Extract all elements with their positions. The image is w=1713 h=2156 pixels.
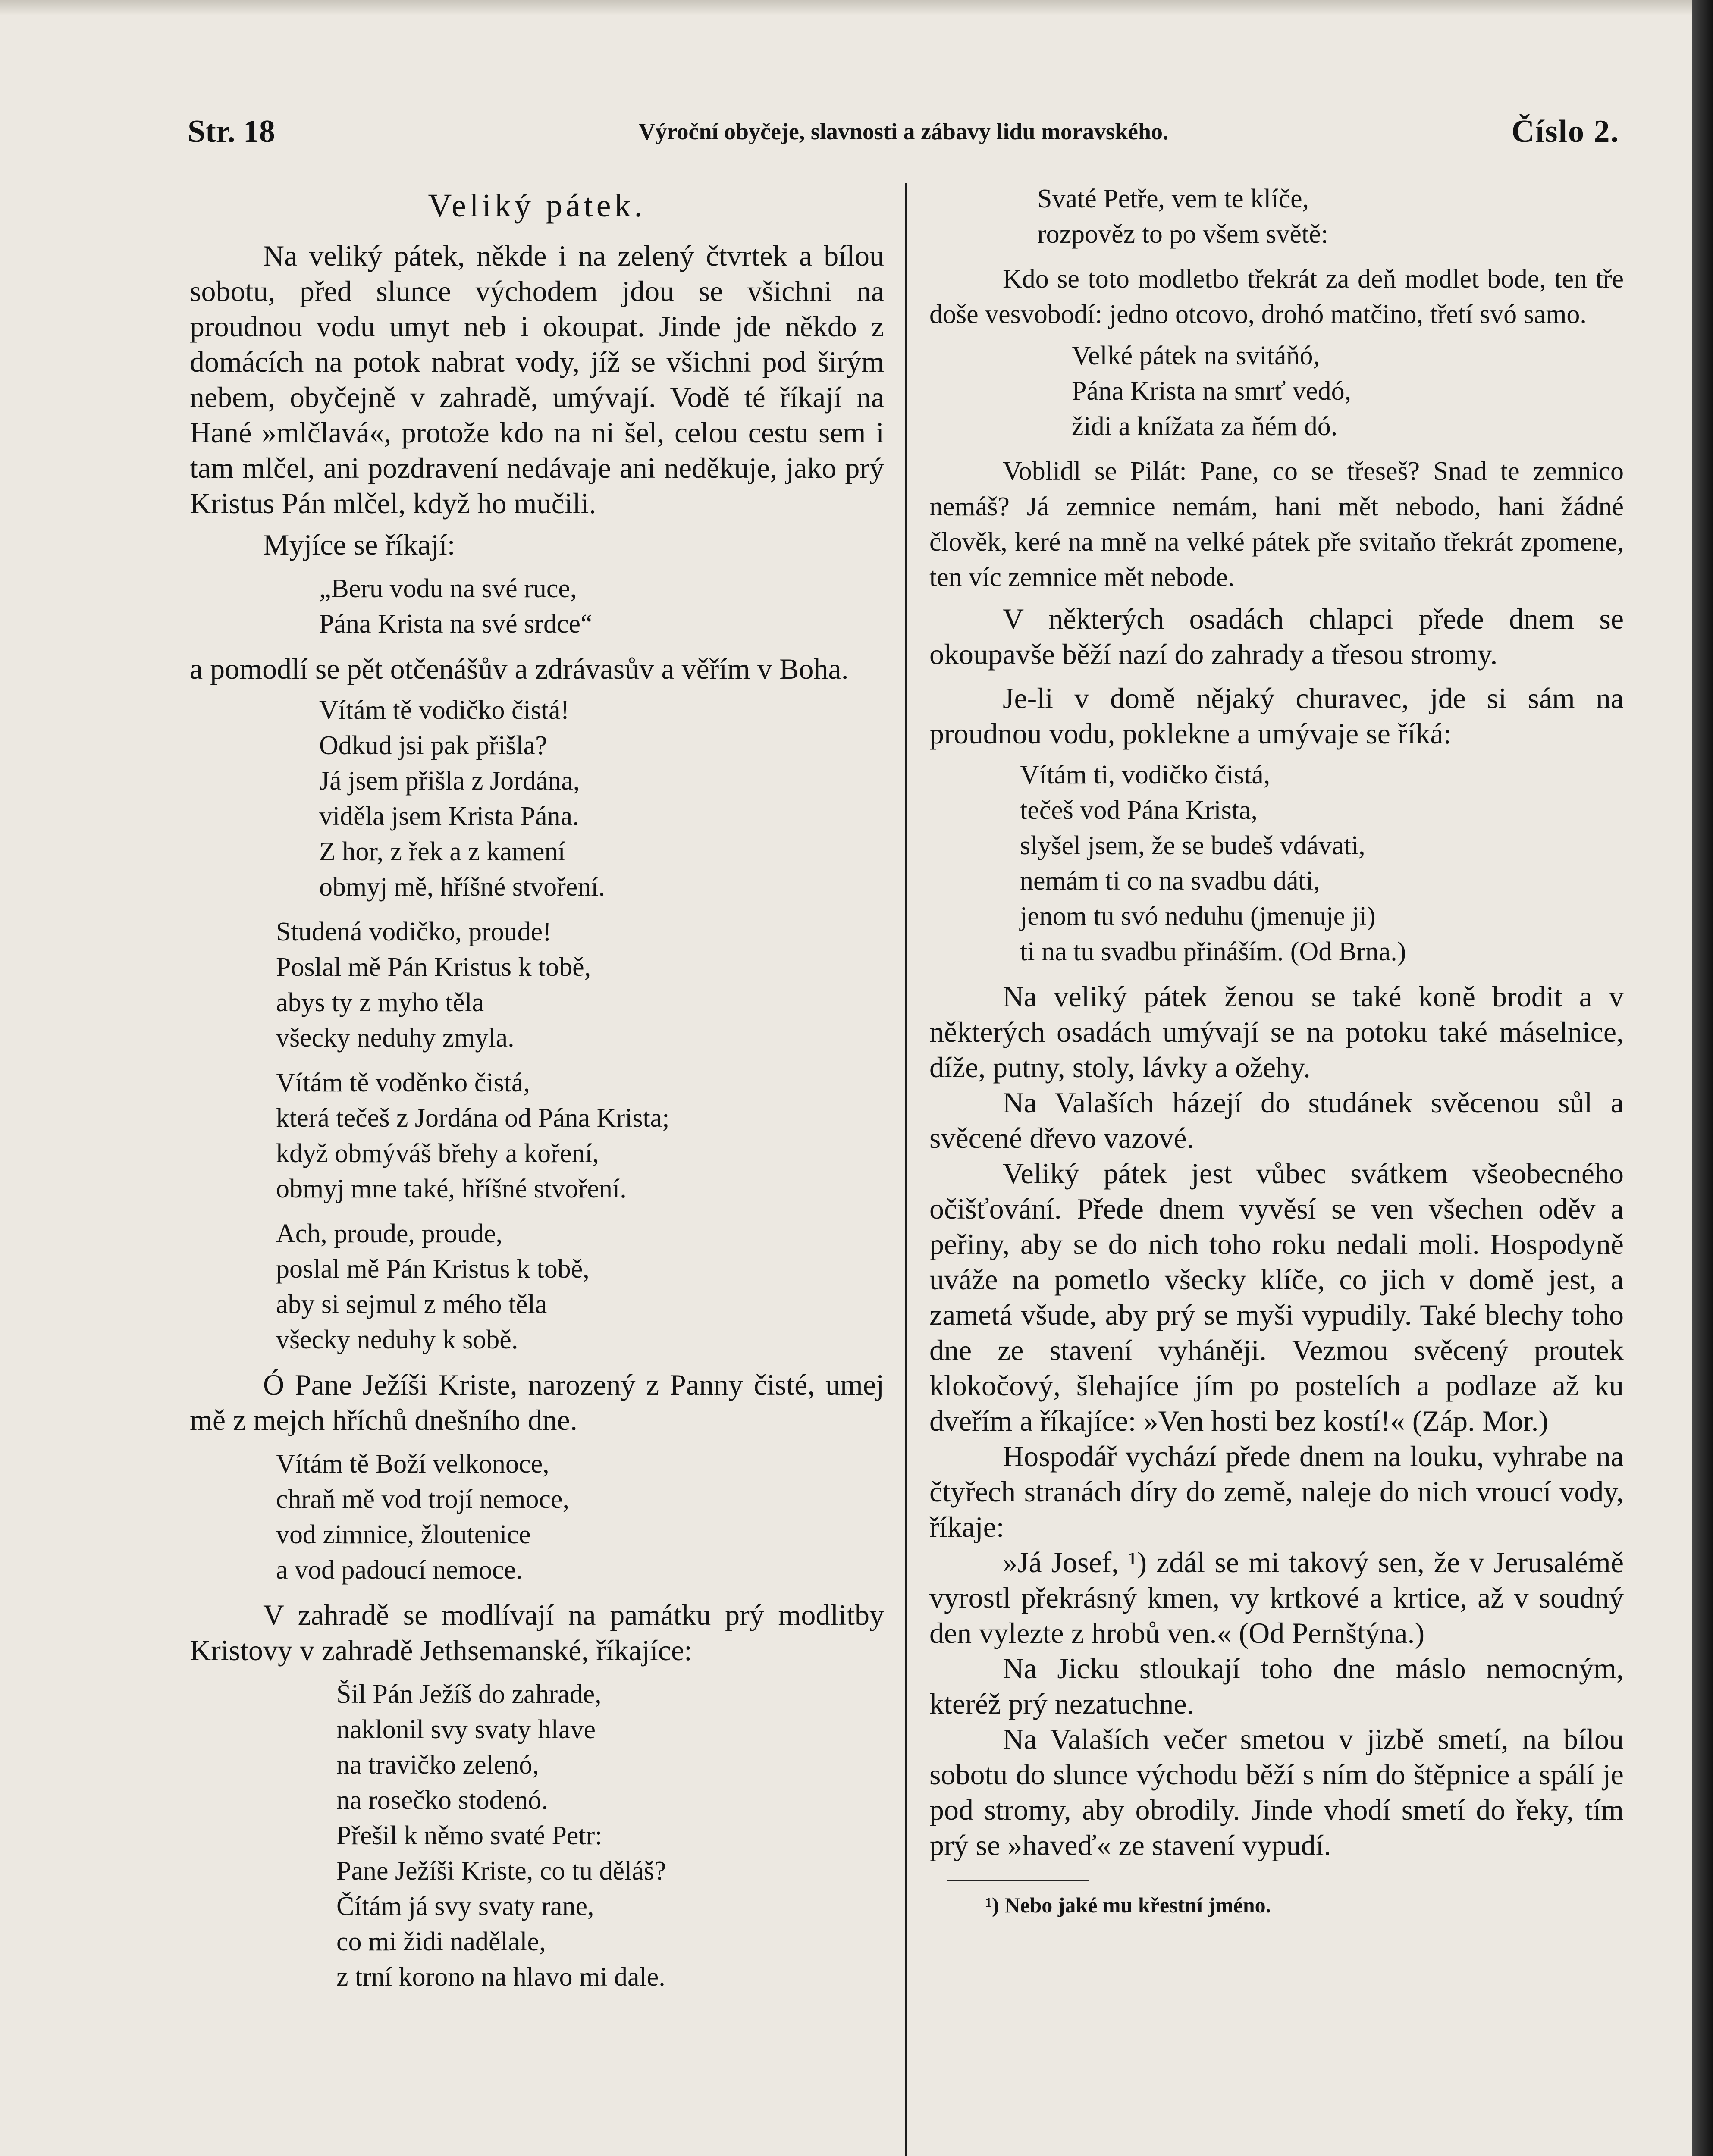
- verse-line: slyšel jsem, že se budeš vdávati,: [1020, 831, 1365, 860]
- running-header: [188, 108, 1619, 155]
- paragraph: Na veliký pátek, někde i na zelený čtvrtek a bílou sobotu, před slunce východem jdou se všichni na proudnou vodu umyt neb i okoupat. Jinde jde někdo z domácích na potok nabrat vody, jíž se všichni pod širým nebem, obyčejně v zahradě, umývají. Vodě té říkají na Hané »mlčlavá«, protože kdo na ni šel, celou cestu sem i tam mlčel, ani pozdravení nedávaje ani neděkuje, jako prý Kristus Pán mlčel, když ho mučili.: [190, 239, 884, 520]
- verse-line: obmyj mě, hříšné stvoření.: [319, 872, 605, 902]
- left-column: [190, 181, 884, 2004]
- verse-line: Vítám tě vodičko čistá!: [319, 696, 570, 725]
- verse-line: na rosečko stodenó.: [336, 1786, 548, 1815]
- paragraph: Hospodář vychází přede dnem na louku, vyhrabe na čtyřech stranách díry do země, naleje do nich vroucí vody, říkaje:: [929, 1440, 1624, 1543]
- verse-line: všecky neduhy zmyla.: [276, 1023, 515, 1053]
- verse-line: „Beru vodu na své ruce,: [319, 574, 577, 603]
- verse-line: viděla jsem Krista Pána.: [319, 802, 579, 831]
- verse-line: ti na tu svadbu přináším. (Od Brna.): [1020, 937, 1406, 966]
- paragraph: Na Valaších večer smetou v jizbě smetí, na bílou sobotu do slunce východu běží s ním do štěpnice a spálí je pod stromy, aby obrodily. Jinde vhodí smetí do řeky, tím prý se »haveď« ze stavení vypudí.: [929, 1723, 1624, 1861]
- verse-line: která tečeš z Jordána od Pána Krista;: [276, 1103, 670, 1133]
- verse-line: Svaté Petře, vem te klíče,: [1037, 184, 1309, 213]
- paragraph: Kdo se toto modletbo třekrát za deň modlet bode, ten tře doše vesvobodí: jedno otcovo, drohó matčino, třetí svó samo.: [929, 264, 1624, 329]
- paragraph: Na veliký pátek ženou se také koně brodit a v některých osadách umývají se na potoku také máselnice, díže, putny, stoly, lávky a ožehy.: [929, 980, 1624, 1084]
- verse: [190, 914, 884, 1056]
- verse-line: nemám ti co na svadbu dáti,: [1020, 866, 1320, 896]
- verse: [190, 571, 884, 642]
- footnote: ¹) Nebo jaké mu křestní jméno.: [985, 1893, 1271, 1917]
- verse-line: Z hor, z řek a z kamení: [319, 837, 565, 866]
- section-title: Veliký pátek.: [428, 188, 646, 224]
- verse-line: obmyj mne také, hříšné stvoření.: [276, 1174, 627, 1203]
- verse-line: co mi židi nadělale,: [336, 1927, 546, 1956]
- verse-line: Šil Pán Ježíš do zahrade,: [336, 1680, 602, 1709]
- verse-line: Studená vodičko, proude!: [276, 917, 552, 946]
- verse-line: Pána Krista na své srdce“: [319, 609, 593, 639]
- verse-line: židi a knížata za ňém dó.: [1072, 412, 1338, 441]
- footnote-rule: [947, 1880, 1089, 1881]
- verse: [190, 693, 884, 905]
- verse-line: Odkud jsi pak přišla?: [319, 731, 547, 760]
- paragraph: Veliký pátek jest vůbec svátkem všeobecného očišťování. Přede dnem vyvěsí se ven všechen oděv a peřiny, aby se do nich toho roku nedali moli. Hospodyně uváže na pometlo všecky klíče, co jich v domě jest, a zametá všude, aby prý se myši vypudily. Také blechy toho dne ze stavení vyháněji. Vezmou svěcený proutek klokočový, šlehajíce jím po postelích a podlaze až ku dveřím a říkajíce: »Ven hosti bez kostí!« (Záp. Mor.): [929, 1157, 1624, 1437]
- paragraph: Na Jicku stloukají toho dne máslo nemocným, kteréž prý nezatuchne.: [929, 1652, 1624, 1720]
- verse-line: aby si sejmul z mého těla: [276, 1290, 547, 1319]
- verse-line: vod zimnice, žloutenice: [276, 1520, 531, 1549]
- verse-line: Poslal mě Pán Kristus k tobě,: [276, 953, 591, 982]
- verse-line: Pane Ježíši Kriste, co tu děláš?: [336, 1856, 666, 1886]
- verse: [929, 181, 1624, 252]
- verse-line: abys ty z myho těla: [276, 988, 484, 1017]
- paragraph: Voblidl se Pilát: Pane, co se třeseš? Snad te zemnico nemáš? Já zemnice nemám, hani mět nebodo, hani žádné člověk, keré na mně na velké pátek pře svitaňo třekrát zpomene, ten víc zemnice mět nebode.: [929, 457, 1624, 592]
- running-title: Výroční obyčeje, slavnosti a zábavy lidu moravského.: [638, 119, 1169, 144]
- verse-line: tečeš vod Pána Krista,: [1020, 796, 1258, 825]
- verse: [190, 1446, 884, 1588]
- paragraph: V některých osadách chlapci přede dnem se okoupavše běží nazí do zahrady a třesou stromy.: [929, 602, 1624, 671]
- verse-line: když obmýváš břehy a koření,: [276, 1139, 599, 1168]
- paragraph: Na Valaších házejí do studánek svěcenou sůl a svěcené dřevo vazové.: [929, 1086, 1624, 1154]
- issue-number: Číslo 2.: [1511, 114, 1619, 149]
- paragraph: »Já Josef, ¹) zdál se mi takový sen, že v Jerusalémě vyrostl překrásný kmen, vy krtkové a krtice, až v soudný den vylezte z hrobů ven.« (Od Pernštýna.): [929, 1546, 1624, 1649]
- paragraph: Je-li v domě nějaký churavec, jde si sám na proudnou vodu, poklekne a umývaje se říká:: [929, 682, 1624, 750]
- verse-line: všecky neduhy k sobě.: [276, 1325, 518, 1354]
- column-divider: [905, 183, 907, 2156]
- verse: [190, 1216, 884, 1357]
- verse-line: a vod padoucí nemoce.: [276, 1555, 523, 1585]
- page-right-edge: [1692, 0, 1713, 2156]
- verse-line: naklonil svy svaty hlave: [336, 1715, 596, 1744]
- verse-line: poslal mě Pán Kristus k tobě,: [276, 1254, 590, 1284]
- verse: [929, 338, 1624, 444]
- verse-line: na travičko zelenó,: [336, 1750, 539, 1780]
- verse-line: Pána Krista na smrť vedó,: [1072, 376, 1352, 406]
- verse-line: Vítám ti, vodičko čistá,: [1020, 760, 1271, 790]
- verse-line: chraň mě vod trojí nemoce,: [276, 1485, 570, 1514]
- page-number: Str. 18: [188, 114, 275, 149]
- paragraph: Ó Pane Ježíši Kriste, narozený z Panny čisté, umej mě z mejch hříchů dnešního dne.: [190, 1368, 884, 1436]
- verse-line: Čítám já svy svaty rane,: [336, 1892, 594, 1921]
- right-column: [929, 181, 1624, 1920]
- verse-line: Já jsem přišla z Jordána,: [319, 766, 580, 796]
- verse: [190, 1065, 884, 1206]
- verse-line: Vítám tě Boží velkonoce,: [276, 1449, 549, 1479]
- verse-line: rozpověz to po všem světě:: [1037, 219, 1328, 249]
- verse: [190, 1677, 884, 1995]
- verse-line: z trní korono na hlavo mi dale.: [336, 1962, 665, 1992]
- verse-line: Velké pátek na svitáňó,: [1072, 341, 1320, 370]
- verse-line: jenom tu svó neduhu (jmenuje ji): [1020, 902, 1376, 931]
- verse: [929, 757, 1624, 969]
- paragraph: Myjíce se říkají:: [263, 528, 455, 561]
- paragraph: a pomodlí se pět otčenášův a zdrávasův a věřím v Boha.: [190, 652, 849, 685]
- page-top-shadow: [0, 0, 1713, 16]
- verse-line: Ach, proude, proude,: [276, 1219, 503, 1248]
- verse-line: Přešil k němo svaté Petr:: [336, 1821, 602, 1850]
- paragraph: V zahradě se modlívají na památku prý modlitby Kristovy v zahradě Jethsemanské, říkajíce:: [190, 1598, 884, 1667]
- verse-line: Vítám tě voděnko čistá,: [276, 1068, 530, 1097]
